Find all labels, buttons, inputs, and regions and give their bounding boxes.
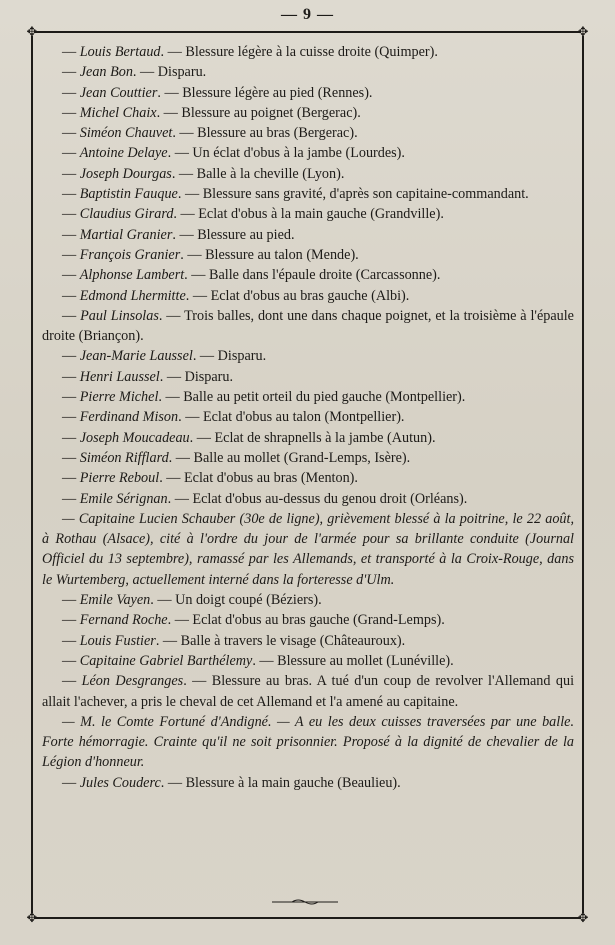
citation-text: Capitaine Lucien Schauber (30e de ligne), grièvement blessé à la poitrine, le 22 août, à Rothau (Alsace), cité à l'ordre du jour de l'armée pour sa brillante conduite (Journal Officiel du 13 septembre), ramassé par les Allemands, et transporté à la Croix-Rouge, dans le Wurtemberg, actuellement interné dans la forteresse d'Ulm. xyxy=(42,510,574,588)
entry-text: . — Balle au petit orteil du pied gauche (Montpellier). xyxy=(158,389,466,406)
soldier-name: Pierre Reboul xyxy=(79,470,160,487)
list-item: — Joseph Dourgas. — Balle à la cheville (Lyon). xyxy=(62,165,345,182)
entry-text: . — Eclat d'obus au-dessus du genou droit (Orléans). xyxy=(167,490,468,507)
corner-ornament-top-left: ✥ xyxy=(26,24,38,39)
entry-text: . — Blessure légère à la cuisse droite (Quimper). xyxy=(160,44,438,60)
list-item: — François Granier. — Blessure au talon (Mende). xyxy=(62,246,359,263)
entry-text: . — Disparu. xyxy=(192,348,267,365)
soldier-name: Pierre Michel xyxy=(79,389,159,406)
list-item: — Jean-Marie Laussel. — Disparu. xyxy=(62,348,267,365)
list-item: — Ferdinand Mison. — Eclat d'obus au talon (Montpellier). xyxy=(62,409,405,426)
soldier-name: Louis Fustier xyxy=(79,632,156,649)
soldier-name: Joseph Dourgas xyxy=(79,165,172,182)
soldier-name: Henri Laussel xyxy=(79,368,160,385)
soldier-name: Emile Vayen xyxy=(79,592,151,609)
list-item: — Jean Couttier. — Blessure légère au pied (Rennes). xyxy=(62,84,373,101)
ornament-divider xyxy=(270,898,340,906)
soldier-name: Joseph Moucadeau xyxy=(79,429,190,446)
soldier-name: Martial Granier xyxy=(79,226,173,243)
soldier-name: Jules Couderc xyxy=(79,774,161,791)
soldier-name: Fernand Roche xyxy=(79,612,168,629)
entry-text: . — Eclat de shrapnells à la jambe (Autun). xyxy=(189,429,436,446)
page-number: — 9 — xyxy=(281,6,334,23)
soldier-name: Emile Sérignan xyxy=(79,490,168,507)
list-item: — Edmond Lhermitte. — Eclat d'obus au bras gauche (Albi). xyxy=(62,287,410,304)
entry-text: . — Disparu. xyxy=(159,368,234,385)
list-item: — Emile Vayen. — Un doigt coupé (Béziers). xyxy=(62,592,322,609)
soldier-name: François Granier xyxy=(79,246,181,263)
entry-text: . — Balle au mollet (Grand-Lemps, Isère). xyxy=(168,449,411,466)
list-item: — Pierre Reboul. — Eclat d'obus au bras (Menton). xyxy=(62,470,358,487)
list-item-citation: — M. le Comte Fortuné d'Andigné. — A eu les deux cuisses traversées par une balle. Forte hémorragie. Crainte qu'il ne soit prisonnier. Proposé à la dignité de chevalier de la Légion d'honneur. xyxy=(42,713,575,771)
entry-text: . — Eclat d'obus au bras gauche (Albi). xyxy=(185,287,410,304)
soldier-name: Baptistin Fauque xyxy=(79,186,178,203)
soldier-name: Siméon Chauvet xyxy=(79,125,173,142)
entry-text: . — Eclat d'obus à la main gauche (Grandville). xyxy=(173,206,444,223)
list-item: — Léon Desgranges. — Blessure au bras. A tué d'un coup de revolver l'Allemand qui allait l'achever, a pris le cheval de cet Allemand et l'a amené au capitaine. xyxy=(42,673,575,710)
list-item: — Henri Laussel. — Disparu. xyxy=(62,368,234,385)
list-item: — Emile Sérignan. — Eclat d'obus au-dessus du genou droit (Orléans). xyxy=(62,490,468,507)
frame-right-rule xyxy=(582,36,584,913)
list-item: — Claudius Girard. — Eclat d'obus à la main gauche (Grandville). xyxy=(62,206,444,223)
entry-text: . — Blessure sans gravité, d'après son capitaine-commandant. xyxy=(177,186,529,203)
list-item: — Michel Chaix. — Blessure au poignet (Bergerac). xyxy=(62,104,361,121)
entry-text: . — Blessure au talon (Mende). xyxy=(180,246,359,263)
list-item: — Pierre Michel. — Balle au petit orteil du pied gauche (Montpellier). xyxy=(62,389,466,406)
list-item: — Jean Bon. — Disparu. xyxy=(62,64,207,81)
entry-text: . — Eclat d'obus au bras gauche (Grand-Lemps). xyxy=(167,612,445,629)
list-item: — Baptistin Fauque. — Blessure sans gravité, d'après son capitaine-commandant. xyxy=(62,186,529,203)
corner-ornament-top-right: ✥ xyxy=(577,24,589,39)
list-item: — Jules Couderc. — Blessure à la main gauche (Beaulieu). xyxy=(62,774,401,791)
list-item: — Fernand Roche. — Eclat d'obus au bras gauche (Grand-Lemps). xyxy=(62,612,445,629)
list-item: — Siméon Chauvet. — Blessure au bras (Bergerac). xyxy=(62,125,358,142)
soldier-name: Jean Bon xyxy=(79,64,133,81)
corner-ornament-bottom-right: ✥ xyxy=(577,910,589,925)
list-item: — Capitaine Gabriel Barthélemy. — Blessure au mollet (Lunéville). xyxy=(62,652,454,669)
soldier-name: Siméon Rifflard xyxy=(79,449,169,466)
entry-text: . — Trois balles, dont une dans chaque poignet, et la troisième à l'épaule droite (Briançon). xyxy=(42,307,574,345)
entry-text: . — Eclat d'obus au talon (Montpellier). xyxy=(178,409,405,426)
entry-text: . — Blessure au bras (Bergerac). xyxy=(172,125,358,142)
soldier-name: Paul Linsolas xyxy=(80,307,159,324)
soldier-name: Jean-Marie Laussel xyxy=(79,348,193,365)
entry-text: . — Un éclat d'obus à la jambe (Lourdes). xyxy=(167,145,405,162)
entry-text: . — Blessure au mollet (Lunéville). xyxy=(252,652,454,669)
list-item: — Louis Bertaud. — Blessure légère à la cuisse droite (Quimper). xyxy=(62,44,438,60)
entry-text: . — Disparu. xyxy=(132,64,207,81)
list-item: — Siméon Rifflard. — Balle au mollet (Grand-Lemps, Isère). xyxy=(62,449,411,466)
entry-text: . — Blessure à la main gauche (Beaulieu). xyxy=(160,774,401,791)
soldier-name: Michel Chaix xyxy=(79,104,157,121)
soldier-name: Edmond Lhermitte xyxy=(79,287,186,304)
list-item: — Alphonse Lambert. — Balle dans l'épaule droite (Carcassonne). xyxy=(62,267,441,284)
list-item: — Martial Granier. — Blessure au pied. xyxy=(62,226,295,243)
soldier-name: Léon Desgranges xyxy=(81,673,184,690)
soldier-name: Jean Couttier xyxy=(79,84,158,101)
soldier-name: Ferdinand Mison xyxy=(79,409,179,426)
soldier-name: Alphonse Lambert xyxy=(79,267,185,284)
list-item: — Louis Fustier. — Balle à travers le visage (Châteauroux). xyxy=(62,632,406,649)
entry-text: . — Un doigt coupé (Béziers). xyxy=(150,592,322,609)
frame-top-rule xyxy=(34,31,581,33)
entry-text: . — Balle à travers le visage (Châteauroux). xyxy=(155,632,406,649)
soldier-name: Capitaine Gabriel Barthélemy xyxy=(79,652,253,669)
entry-text: . — Balle dans l'épaule droite (Carcassonne). xyxy=(184,267,441,284)
citation-text: M. le Comte Fortuné d'Andigné. — A eu les deux cuisses traversées par une balle. Forte hémorragie. Crainte qu'il ne soit prisonnier. Proposé à la dignité de chevalier de la Légion d'honneur. xyxy=(42,713,575,771)
entry-text: . — Blessure légère au pied (Rennes). xyxy=(157,84,373,101)
entry-text: . — Balle à la cheville (Lyon). xyxy=(171,165,345,182)
entry-text: . — Blessure au bras. A tué d'un coup de revolver l'Allemand qui allait l'achever, a pris le cheval de cet Allemand et l'a amené au capitaine. xyxy=(42,673,575,710)
soldier-name: Louis Bertaud xyxy=(79,44,161,60)
corner-ornament-bottom-left: ✥ xyxy=(26,910,38,925)
frame-bottom-rule xyxy=(34,917,581,919)
entry-text: . — Eclat d'obus au bras (Menton). xyxy=(159,470,358,487)
soldier-name: Antoine Delaye xyxy=(79,145,168,162)
casualty-list xyxy=(42,42,574,793)
list-item: — Paul Linsolas. — Trois balles, dont une dans chaque poignet, et la troisième à l'épaule droite (Briançon). xyxy=(42,307,574,345)
entry-text: . — Blessure au poignet (Bergerac). xyxy=(156,104,361,121)
frame-left-rule xyxy=(31,36,33,913)
list-item-citation: — Capitaine Lucien Schauber (30e de ligne), grièvement blessé à la poitrine, le 22 août, à Rothau (Alsace), cité à l'ordre du jour de l'armée pour sa brillante conduite (Journal Officiel du 13 septembre), ramassé par les Allemands, et transporté à la Croix-Rouge, dans le Wurtemberg, actuellement interné dans la forteresse d'Ulm. xyxy=(42,510,574,588)
list-item: — Antoine Delaye. — Un éclat d'obus à la jambe (Lourdes). xyxy=(62,145,405,162)
list-item: — Joseph Moucadeau. — Eclat de shrapnells à la jambe (Autun). xyxy=(62,429,436,446)
soldier-name: Claudius Girard xyxy=(79,206,174,223)
entry-text: . — Blessure au pied. xyxy=(172,226,295,243)
